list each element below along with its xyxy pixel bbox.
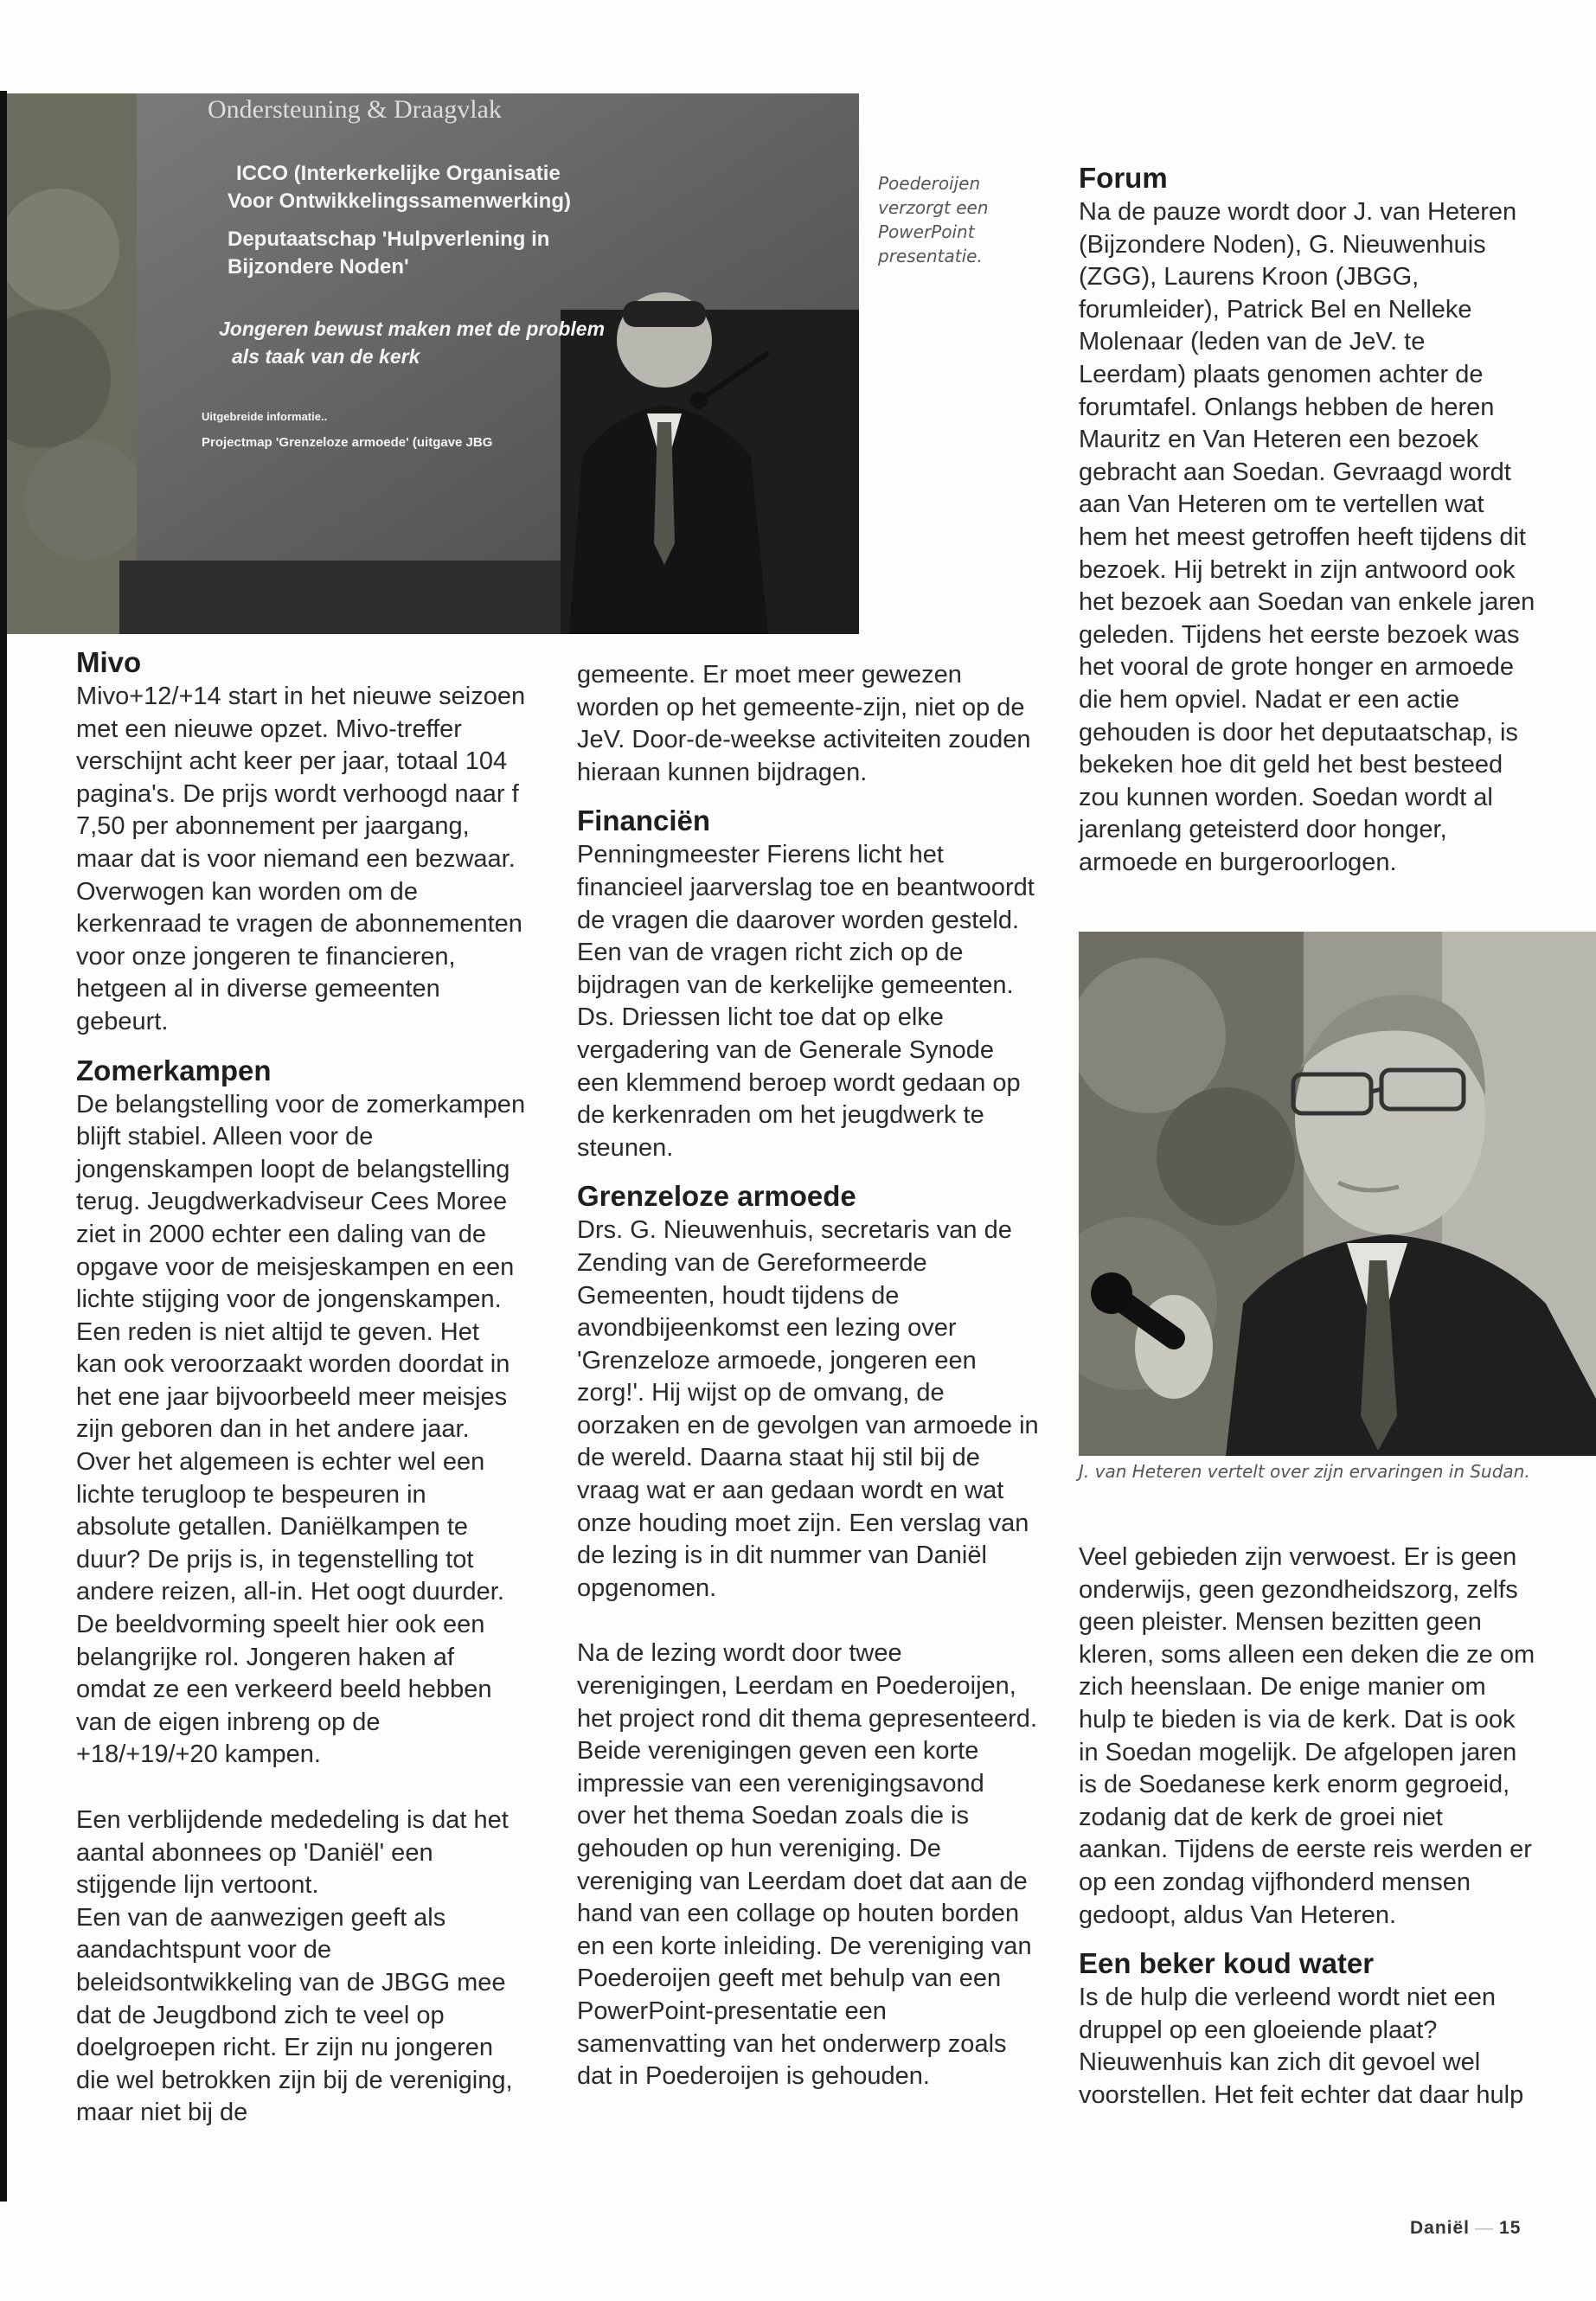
column-3-top (1079, 160, 1537, 879)
presentation-photo (7, 93, 859, 634)
page-edge-bar (0, 91, 7, 2202)
paragraph-verwoest: Veel gebieden zijn verwoest. Er is geen onderwijs, geen gezondheidszorg, zelfs geen pleister. Mensen bezitten geen kleren, soms alleen een deken die ze om zich heenslaan. De enige manier om hulp te bieden is via de kerk. Dat is ook in Soedan mogelijk. De afgelopen jaren is de Soedanese kerk enorm gegroeid, zodanig dat de kerk de groei niet aankan. Tijdens de eerste reis werden er op een zondag vijfhonderd mensen gedoopt, aldus Van Heteren. (1079, 1543, 1535, 1929)
page-footer: Daniël — 15 (1410, 2218, 1522, 2238)
slide-line: Deputaatschap 'Hulpverlening in (228, 228, 550, 251)
slide-line: Voor Ontwikkelingssamenwerking) (228, 189, 571, 213)
slide-line: Bijzondere Noden' (228, 255, 409, 279)
column-3-bottom (1079, 1541, 1537, 2112)
slide-line: als taak van de kerk (232, 345, 420, 368)
slide-line: Jongeren bewust maken met de problem (219, 317, 606, 340)
paragraph-forum: Na de pauze wordt door J. van Heteren (Bijzondere Noden), G. Nieuwenhuis (ZGG), Laurens Kroon (JBGG, forumleider), Patrick Bel en Nelleke Molenaar (leden van de JeV. te Leerdam) plaats genomen achter de forumtafel. Onlangs hebben de heren Mauritz en Van Heteren een bezoek gebracht aan Soedan. Gevraagd wordt aan Van Heteren om te vertellen wat hem het meest getroffen heeft tijdens dit bezoek. Hij betrekt in zijn antwoord ook het bezoek aan Soedan van enkele jaren geleden. Tijdens het eerste bezoek was het vooral de grote honger en armoede die hem opviel. Nadat er een actie gehouden is door het deputaatschap, is bekeken hoe dit geld het best besteed zou kunnen worden. Soedan wordt al jarenlang geteisterd door honger, armoede en burgeroorlogen. (1079, 198, 1535, 876)
paragraph-grenzeloze-armoede: Drs. G. Nieuwenhuis, secretaris van de Zending van de Gereformeerde Gemeenten, houdt tijdens de avondbijeenkomst een lezing over 'Grenzeloze armoede, jongeren een zorg!'. Hij wijst op de omvang, de oorzaken en de gevolgen van armoede in de wereld. Daarna staat hij stil bij de vraag wat er aan gedaan wordt en wat onze houding moet zijn. Een verslag van de lezing is in dit nummer van Daniël opgenomen. (577, 1216, 1039, 1602)
paragraph-mivo: Mivo+12/+14 start in het nieuwe seizoen met een nieuwe opzet. Mivo-treffer verschijnt acht keer per jaar, totaal 104 pagina's. De prijs wordt verhoogd naar f 7,50 per abonnement per jaargang, maar dat is voor niemand een bezwaar. Overwogen kan worden om de kerkenraad te vragen de abonnementen voor onze jongeren te financieren, hetgeen al in diverse gemeenten gebeurt. (76, 683, 526, 1035)
paragraph-aandachtspunt: Een van de aanwezigen geeft als aandachtspunt voor de beleidsontwikkeling van de JBGG mee dat de Jeugdbond zich te veel op doelgroepen richt. Er zijn nu jongeren die wel betrokken zijn bij de vereniging, maar niet bij de (76, 1903, 513, 2127)
heading-mivo: Mivo (76, 646, 142, 678)
slide-line: Uitgebreide informatie.. (202, 410, 328, 423)
slide-line: Projectmap 'Grenzeloze armoede' (uitgave JBG (202, 435, 493, 450)
heading-zomerkampen: Zomerkampen (76, 1054, 272, 1086)
paragraph-beker: Is de hulp die verleend wordt niet een druppel op een gloeiende plaat? Nieuwenhuis kan zich dit gevoel wel voorstellen. Het feit echter dat daar hulp (1079, 1984, 1524, 2109)
heading-financien: Financiën (577, 804, 711, 837)
paragraph-na-de-lezing: Na de lezing wordt door twee verenigingen, Leerdam en Poederoijen, het project rond dit thema gepresenteerd. Beide verenigingen geven een korte impressie van een verenigingsavond over het thema Soedan zoals die is gehouden op hun vereniging. De vereniging van Leerdam doet dat aan de hand van een collage op houten borden en een korte inleiding. De vereniging van Poederoijen geeft met behulp van een PowerPoint-presentatie een samenvatting van het onderwerp zoals dat in Poederoijen is gehouden. (577, 1639, 1037, 2091)
photo2-caption: J. van Heteren vertelt over zijn ervaringen in Sudan. (1079, 1461, 1530, 1482)
heading-forum: Forum (1079, 162, 1168, 194)
slide-line: ICCO (Interkerkelijke Organisatie (236, 162, 561, 185)
paragraph-financien: Penningmeester Fierens licht het financieel jaarverslag toe en beantwoordt de vragen die daarover worden gesteld. Een van de vragen richt zich op de bijdragen van de kerkelijke gemeenten. Ds. Driessen licht toe dat op elke vergadering van de Generale Synode een klemmend beroep wordt gedaan op de kerkenraden om het jeugdwerk te steunen. (577, 841, 1035, 1162)
slide-title: Ondersteuning & Draagvlak (208, 95, 502, 124)
magazine-name: Daniël (1410, 2218, 1471, 2238)
column-1 (76, 644, 526, 2130)
heading-grenzeloze-armoede: Grenzeloze armoede (577, 1180, 856, 1213)
paragraph-zomerkampen: De belangstelling voor de zomerkampen blijft stabiel. Alleen voor de jongenskampen loopt de belangstelling terug. Jeugdwerkadviseur Cees Moree ziet in 2000 echter een daling van de opgave voor de meisjeskampen en een lichte stijging voor de jongenskampen. Een reden is niet altijd te geven. Het kan ook veroorzaakt worden doordat in het ene jaar bijvoorbeeld meer meisjes zijn geboren dan in het andere jaar. Over het algemeen is echter wel een lichte terugloop te bespeuren in absolute getallen. Daniëlkampen te duur? De prijs is, in tegenstelling tot andere reizen, all-in. Het oogt duurder. De beeldvorming speelt hier ook een belangrijke rol. Jongeren haken af omdat ze een verkeerd beeld hebben van de eigen inbreng op de +18/+19/+20 kampen. (76, 1090, 526, 1769)
paragraph-abonnees: Een verblijdende mededeling is dat het aantal abonnees op 'Daniël' een stijgende lijn vertoont. (76, 1806, 509, 1900)
photo1-caption: Poederoijen verzorgt een PowerPoint presentatie. (878, 173, 989, 266)
heading-een-beker-koud-water: Een beker koud water (1079, 1947, 1375, 1980)
paragraph-continuation: gemeente. Er moet meer gewezen worden op het gemeente-zijn, niet op de JeV. Door-de-weekse activiteiten zouden hieraan kunnen bijdragen. (577, 661, 1031, 786)
page-number: 15 (1499, 2218, 1522, 2238)
speaker-photo (1079, 932, 1596, 1456)
column-2 (577, 659, 1040, 2093)
